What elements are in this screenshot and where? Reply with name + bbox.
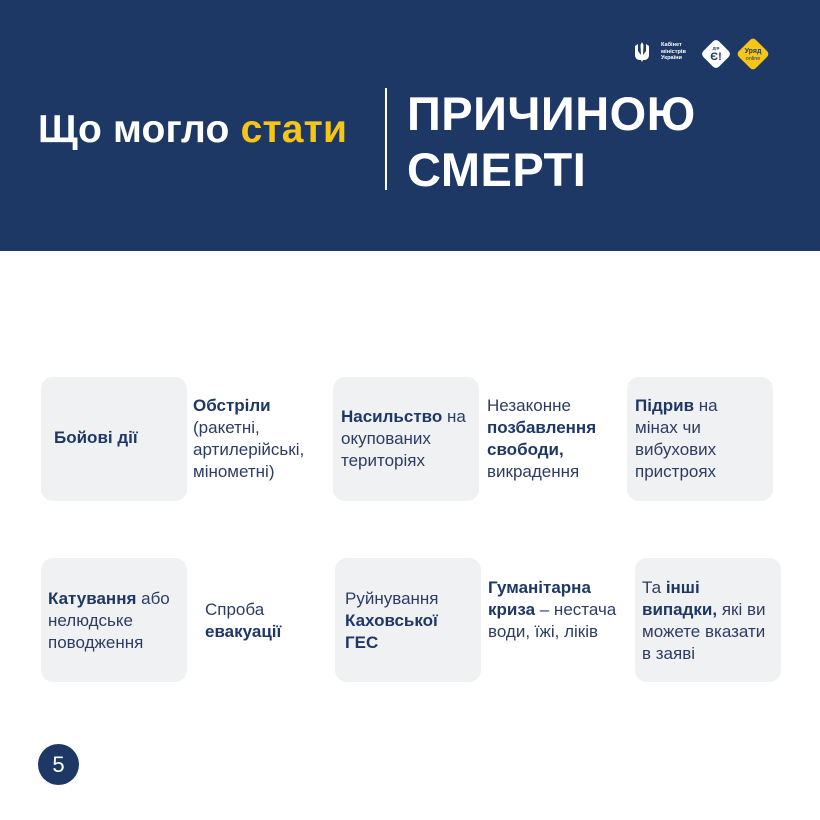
page-number-badge: 5 — [38, 744, 79, 785]
cause-detention-bold: позбавлення свободи, — [487, 418, 597, 459]
cause-explosion-rest: на мінах чи вибухових пристроях — [635, 396, 718, 481]
cause-evacuation — [205, 599, 330, 643]
title-left — [38, 108, 347, 152]
cause-dam-pre: Руйнування — [345, 589, 439, 608]
org-line2: міністрів — [661, 48, 686, 55]
cabinet-logo-text — [661, 42, 686, 62]
title-right-line2: СМЕРТІ — [407, 143, 587, 196]
cause-violence — [341, 406, 481, 472]
title-divider — [385, 88, 387, 190]
uriad-line2-text: online — [745, 56, 761, 62]
title-right — [407, 86, 696, 198]
cause-evacuation-bold: евакуації — [205, 622, 282, 641]
cause-detention — [487, 395, 622, 483]
cause-detention-rest: викрадення — [487, 462, 580, 481]
cause-shelling — [193, 395, 333, 483]
diia-mark-text: Є! — [710, 51, 722, 63]
cause-evacuation-pre: Спроба — [205, 600, 265, 619]
cause-humanitarian-bold: Гуманітарна криза — [488, 578, 591, 619]
cause-violence-bold: Насильство — [341, 407, 443, 426]
cause-humanitarian — [488, 577, 623, 643]
cause-torture-rest: або нелюдське поводження — [48, 589, 170, 652]
title-prefix: Що могло — [38, 108, 241, 151]
org-line1: Кабінет — [661, 42, 682, 48]
cause-torture-bold: Катування — [48, 589, 137, 608]
title-accent: стати — [240, 108, 348, 151]
cause-other — [642, 577, 777, 665]
cause-shelling-rest: (ракетні, артилерійські, мінометні) — [193, 418, 305, 481]
uriad-line1-text: Уряд — [744, 48, 762, 55]
org-line3: України — [661, 55, 682, 62]
cause-other-pre: Та — [642, 578, 666, 597]
diia-top-text: ДІЯ — [712, 45, 720, 51]
cause-torture — [48, 588, 188, 654]
cause-dam-bold: Каховської ГЕС — [345, 611, 438, 652]
cause-shelling-bold: Обстріли — [193, 396, 271, 415]
partner-logos — [633, 38, 773, 68]
cause-dam — [345, 588, 470, 654]
cause-combat — [54, 427, 184, 449]
cause-detention-pre: Незаконне — [487, 396, 571, 415]
trident-icon — [633, 41, 651, 63]
cause-other-rest: які ви можете вказати в заяві — [642, 600, 766, 663]
cause-other-bold: інші випадки, — [642, 578, 718, 619]
cause-explosion-bold: Підрив — [635, 396, 695, 415]
cause-violence-rest: на окупованих територіях — [341, 407, 466, 470]
title-right-line1: ПРИЧИНОЮ — [407, 87, 696, 140]
cause-humanitarian-rest: – нестача води, їжі, ліків — [488, 600, 617, 641]
diia-logo-icon — [700, 38, 732, 70]
header-banner — [0, 0, 820, 251]
cause-combat-bold: Бойові дії — [54, 428, 138, 447]
cause-explosion — [635, 395, 763, 483]
uriad-online-logo-icon — [736, 37, 770, 71]
